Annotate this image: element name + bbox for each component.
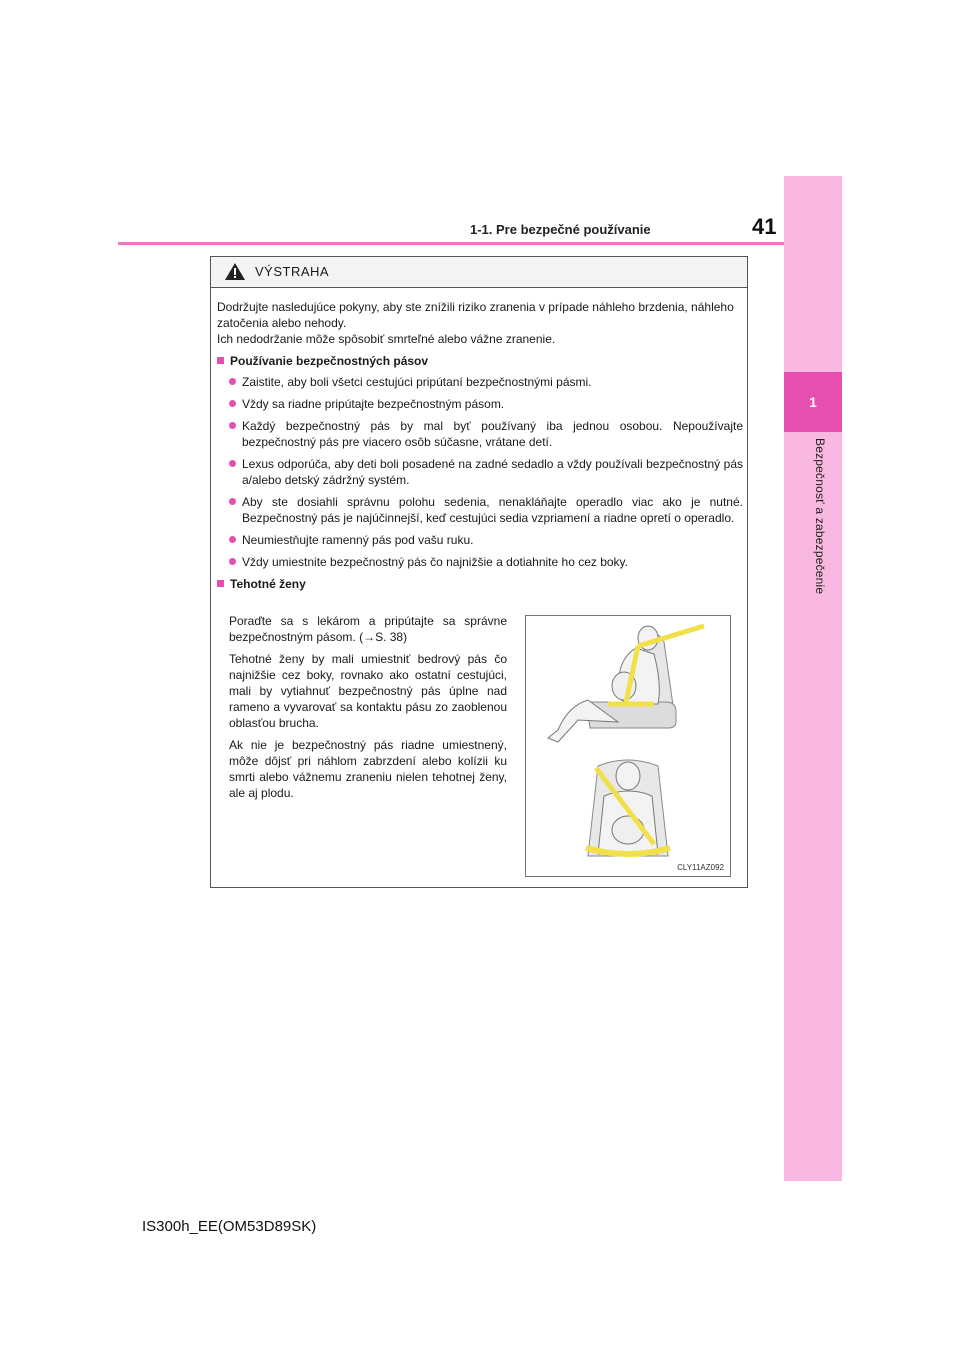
- list-item: [229, 418, 743, 450]
- bullet-dot-icon: [229, 536, 236, 543]
- list-item-text: Zaistite, aby boli všetci cestujúci pripútaní bezpečnostnými pásmi.: [242, 375, 592, 389]
- chapter-label: Bezpečnosť a zabezpečenie: [813, 438, 827, 595]
- header-divider: [118, 242, 840, 245]
- list-item-text: Neumiestňujte ramenný pás pod vašu ruku.: [242, 533, 474, 547]
- bullet-dot-icon: [229, 400, 236, 407]
- pregnant-seatbelt-illustration: [525, 615, 731, 877]
- list-item: [229, 554, 743, 570]
- section-heading: [217, 353, 743, 369]
- bullet-dot-icon: [229, 378, 236, 385]
- section-heading-text: Tehotné ženy: [230, 577, 306, 591]
- list-item-text: Aby ste dosiahli správnu polohu sedenia, nenakláňajte operadlo viac ako je nutné. Bezpečnostný pás je najúčinnejší, keď cestujúci sedia vzpriamení a riadne opretí o operadlo.: [242, 495, 743, 525]
- section-title: 1-1. Pre bezpečné používanie: [470, 222, 651, 237]
- list-item: [229, 456, 743, 488]
- square-bullet-icon: [217, 357, 224, 364]
- side-tab: [784, 176, 842, 1181]
- list-item-text: Vždy umiestnite bezpečnostný pás čo najnižšie a dotiahnite ho cez boky.: [242, 555, 629, 569]
- intro-line: Ich nedodržanie môže spôsobiť smrteľné alebo vážne zranenie.: [217, 332, 556, 346]
- bullet-dot-icon: [229, 422, 236, 429]
- section-heading-text: Používanie bezpečnostných pásov: [230, 354, 429, 368]
- list-item-text: Vždy sa riadne pripútajte bezpečnostným pásom.: [242, 397, 505, 411]
- list-item: [229, 532, 743, 548]
- warning-title: VÝSTRAHA: [255, 264, 330, 279]
- paragraph: Ak nie je bezpečnostný pás riadne umiestnený, môže dôjsť pri náhlom zabrzdení alebo kolízii ku smrti alebo vážnemu zraneniu nielen tehotnej ženy, ale aj plodu.: [229, 738, 507, 800]
- page-number: 41: [752, 214, 777, 239]
- intro-line: Dodržujte nasledujúce pokyny, aby ste znížili riziko zranenia v prípade náhleho brzdenia, náhleho zatočenia alebo nehody.: [217, 300, 734, 330]
- bullet-dot-icon: [229, 498, 236, 505]
- warning-box: [210, 256, 748, 888]
- figure-code: CLY11AZ092: [677, 863, 724, 872]
- list-item: [229, 494, 743, 526]
- bullet-dot-icon: [229, 460, 236, 467]
- list-item: [229, 374, 743, 390]
- warning-content: [217, 299, 743, 597]
- section-heading: [217, 576, 743, 592]
- paragraph: Poraďte sa s lekárom a pripútajte sa správne bezpečnostným pásom. (→S. 38): [229, 614, 507, 644]
- square-bullet-icon: [217, 580, 224, 587]
- warning-header: [211, 257, 747, 288]
- list-item-text: Lexus odporúča, aby deti boli posadené na zadné sedadlo a vždy používali bezpečnostný pás a/alebo detský zádržný systém.: [242, 457, 743, 487]
- paragraph: Tehotné ženy by mali umiestniť bedrový pás čo najnižšie cez boky, rovnako ako ostatní cestujúci, mali by vytiahnuť bezpečnostný pás úplne nad rameno a vyvarovať sa kontaktu pásu zo zaoblenou oblasťou brucha.: [229, 652, 507, 730]
- list-item: [229, 396, 743, 412]
- illustration-drawing: [526, 616, 730, 876]
- pregnancy-text: [229, 613, 507, 807]
- list-item-text: Každý bezpečnostný pás by mal byť používaný iba jednou osobou. Nepoužívajte bezpečnostný pás pre viacero osôb súčasne, vrátane detí.: [242, 419, 743, 449]
- warning-triangle-icon: [225, 263, 245, 280]
- chapter-number: 1: [784, 372, 842, 432]
- bullet-dot-icon: [229, 558, 236, 565]
- document-code: IS300h_EE(OM53D89SK): [142, 1218, 317, 1235]
